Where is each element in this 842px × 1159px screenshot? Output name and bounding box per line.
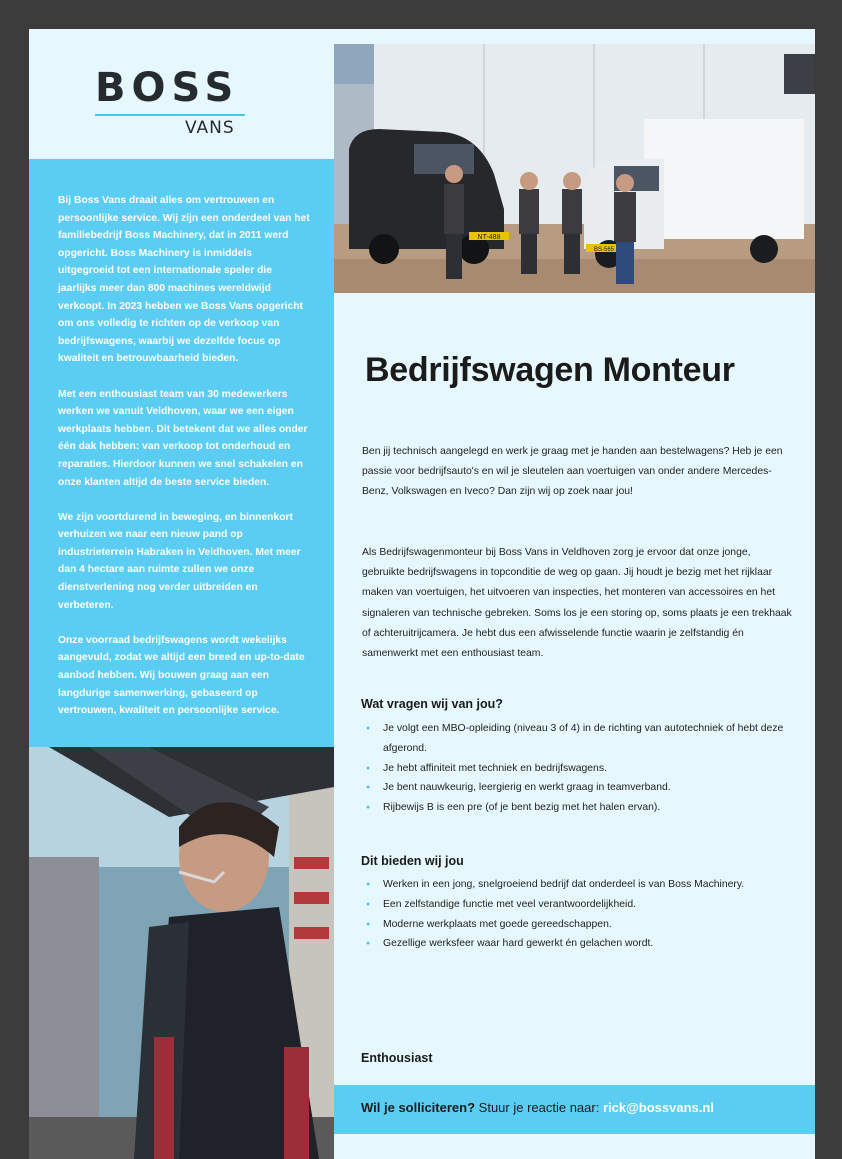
plate-right-text: BS-565 <box>593 247 615 253</box>
job-title: Bedrijfswagen Monteur <box>365 351 735 389</box>
team-vans-illustration <box>334 44 815 293</box>
requirements-list <box>361 719 791 818</box>
left-column <box>29 29 334 1159</box>
mechanic-illustration <box>29 747 334 1159</box>
intro-paragraph: We zijn voortdurend in beweging, en binnenkort verhuizen we naar een nieuw pand op industrieterrein Habraken in Veldhoven. Met meer dan 4 hectare aan ruimte zullen we onze dienstverlening nog verder uitbreiden en verbeteren. <box>58 511 301 611</box>
apply-lead: Wil je solliciteren? <box>361 1100 476 1115</box>
list-item: ● Je bent nauwkeurig, leergierig en werkt graag in teamverband. <box>361 778 791 798</box>
enthusiast-label: Enthousiast <box>361 1051 433 1065</box>
list-item: ● Gezellige werksfeer waar hard gewerkt én gelachen wordt. <box>361 934 791 954</box>
job-description-paragraph: Als Bedrijfswagenmonteur bij Boss Vans in Veldhoven zorg je ervoor dat onze jonge, gebruikte bedrijfswagens in topconditie de weg op gaan. Jij houdt je bezig met het rijklaar maken van voertuigen, het uitvoeren van inspecties, het monteren van accessoires en het signaleren van technische gebreken. Soms los je een storing op, soms plaats je een trekhaak of achteruitrijcamera. Je hebt dus een afwisselende functie waarin je zelfstandig én samenwerkt met een enthousiast team. <box>362 547 792 660</box>
company-logo: BOSS <box>95 65 240 111</box>
team-photo <box>334 44 815 293</box>
company-logo-sub: VANS <box>185 118 235 138</box>
intro-paragraph: Met een enthousiast team van 30 medewerkers werken we vanuit Veldhoven, waar we een eigen werkplaats hebben. Dit betekent dat we alles onder één dak hebben: van verkoop tot onderhoud en reparaties. Hierdoor kunnen we snel schakelen en onze klanten altijd de beste service bieden. <box>58 388 308 488</box>
list-item: ● Moderne werkplaats met goede gereedschappen. <box>361 915 791 935</box>
logo-area <box>29 29 334 159</box>
list-item: ● Rijbewijs B is een pre (of je bent bezig met het halen ervan). <box>361 798 791 818</box>
logo-underline <box>95 114 245 116</box>
plate-left-text: NT-488 <box>477 234 501 241</box>
intro-paragraph: Onze voorraad bedrijfswagens wordt wekelijks aangevuld, zodat we altijd een breed en up-to-date aanbod hebben. Wij bouwen graag aan een langdurige samenwerking, gebaseerd op vertrouwen, kwaliteit en persoonlijke service. <box>58 634 305 717</box>
job-intro-paragraph: Ben jij technisch aangelegd en werk je graag met je handen aan bestelwagens? Heb je een passie voor bedrijfsauto's en wil je sleutelen aan voertuigen van onder andere Mercedes-Benz, Volkswagen en Iveco? Dan zijn wij op zoek naar jou! <box>362 446 783 498</box>
company-intro <box>58 192 310 737</box>
offer-heading: Dit bieden wij jou <box>361 854 464 868</box>
apply-email-link[interactable]: rick@bossvans.nl <box>602 1100 714 1115</box>
list-item: ● Je hebt affiniteit met techniek en bedrijfswagens. <box>361 759 791 779</box>
list-item: ● Je volgt een MBO-opleiding (niveau 3 of 4) in de richting van autotechniek of hebt deze afgerond. <box>361 719 791 759</box>
vacancy-page <box>29 29 815 1159</box>
apply-banner <box>334 1085 815 1134</box>
offer-list <box>361 875 791 954</box>
apply-text <box>361 1100 714 1115</box>
intro-paragraph: Bij Boss Vans draait alles om vertrouwen en persoonlijke service. Wij zijn een onderdeel van het familiebedrijf Boss Machinery, dat in 2011 werd opgericht. Boss Machinery is inmiddels uitgegroeid tot een internationale speler die jaarlijks meer dan 800 machines wereldwijd verkoopt. In 2023 hebben we Boss Vans opgericht om ons volledig te richten op de verkoop van bedrijfswagens, waarbij we dezelfde focus op kwaliteit en betrouwbaarheid bieden. <box>58 195 310 365</box>
list-item: ● Een zelfstandige functie met veel verantwoordelijkheid. <box>361 895 791 915</box>
mechanic-photo <box>29 747 334 1159</box>
list-item: ● Werken in een jong, snelgroeiend bedrijf dat onderdeel is van Boss Machinery. <box>361 875 791 895</box>
apply-instruction: Stuur je reactie naar: <box>478 1100 600 1115</box>
requirements-heading: Wat vragen wij van jou? <box>361 697 503 711</box>
